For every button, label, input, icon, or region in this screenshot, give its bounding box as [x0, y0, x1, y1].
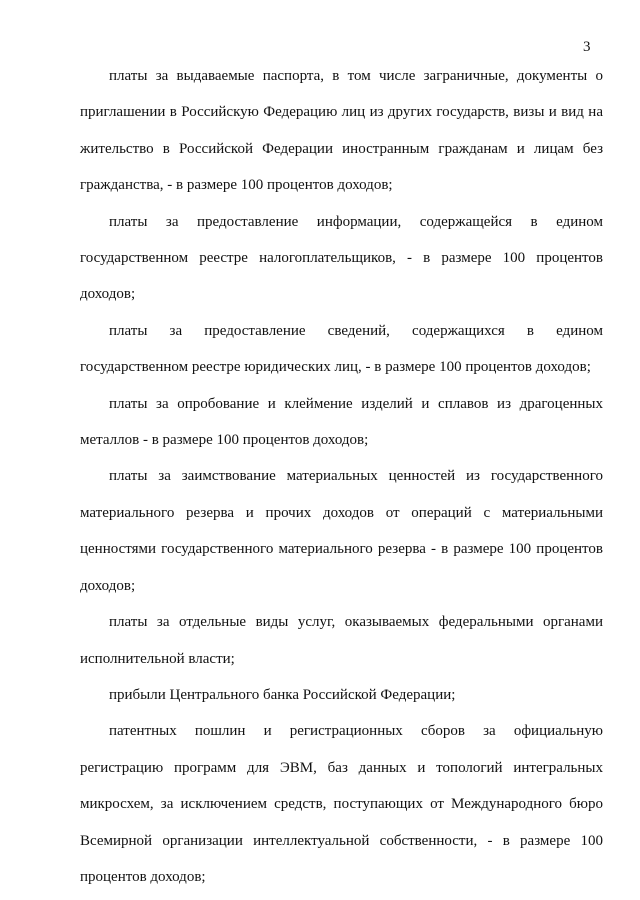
paragraph-central-bank-profit: прибыли Центрального банка Российской Федерации; [109, 686, 456, 703]
paragraph-federal-services-fees: платы за отдельные виды услуг, оказываемых федеральными органами исполнительной власти; [80, 614, 603, 667]
paragraph-precious-metals-assay-fees: платы за опробование и клеймение изделий и сплавов из драгоценных металлов - в размере 100 процентов доходов; [80, 395, 603, 449]
paragraph-patent-duties: патентных пошлин и регистрационных сборов за официальную регистрацию программ для ЭВМ, баз данных и топологий интегральных микросхем, за исключением средств, поступающих от Международного бюро Всемирной организации интеллектуальной собственности, - в размере 100 процентов доходов; [80, 723, 603, 885]
paragraph-legal-entities-registry-fees: платы за предоставление сведений, содержащихся в едином государственном реестре юридических лиц, - в размере 100 процентов доходов; [80, 322, 603, 376]
page-number: 3 [583, 39, 591, 55]
paragraph-taxpayer-registry-fees: платы за предоставление информации, содержащейся в едином государственном реестре налогоплательщиков, - в размере 100 процентов доходов; [80, 213, 603, 303]
paragraph-state-reserve-fees: платы за заимствование материальных ценностей из государственного материального резерва и прочих доходов от операций с материальными ценностями государственного материального резерва - в размере 100 процентов доходов; [80, 468, 603, 594]
paragraph-passports-fees: платы за выдаваемые паспорта, в том числе заграничные, документы о приглашении в Российскую Федерацию лиц из других государств, визы и вид на жительство в Российской Федерации иностранным гражданам и лицам без гражданства, - в размере 100 процентов доходов; [80, 68, 603, 194]
document-body [80, 58, 603, 895]
